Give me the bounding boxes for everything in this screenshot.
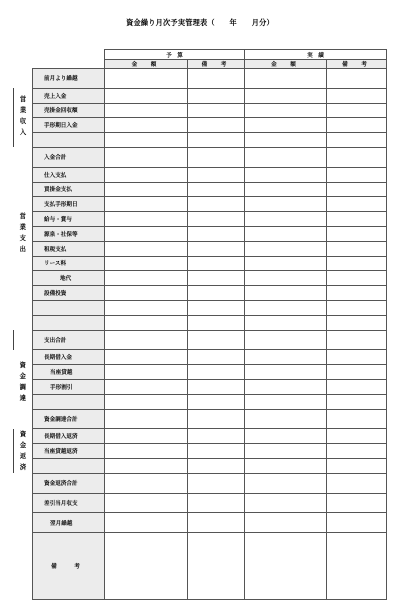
cell[interactable] [327, 88, 387, 103]
cell[interactable] [327, 197, 387, 212]
cell[interactable] [245, 241, 327, 256]
row-label-note-discount: 手形割引 [33, 379, 105, 394]
budget-amount-header: 金 額 [105, 60, 188, 69]
cell[interactable] [105, 182, 188, 197]
cell[interactable] [188, 88, 245, 103]
cell[interactable] [245, 212, 327, 227]
cell[interactable] [105, 197, 188, 212]
cell[interactable] [105, 513, 188, 533]
cell[interactable] [188, 212, 245, 227]
cell[interactable] [188, 147, 245, 167]
row-label-blank [33, 394, 105, 409]
cell[interactable] [327, 513, 387, 533]
cell[interactable] [188, 133, 245, 148]
cell[interactable] [188, 458, 245, 473]
cell[interactable] [105, 256, 188, 271]
cell[interactable] [327, 330, 387, 350]
group-spacer [14, 330, 33, 350]
row-label-overdraft-repayment: 当座貸越返済 [33, 444, 105, 459]
cell[interactable] [188, 444, 245, 459]
cell[interactable] [105, 300, 188, 315]
cash-flow-table [13, 49, 387, 600]
actual-note-header: 備 考 [327, 60, 387, 69]
cell[interactable] [105, 429, 188, 444]
cell[interactable] [245, 350, 327, 365]
actual-header: 実 績 [245, 50, 387, 60]
cell[interactable] [245, 271, 327, 286]
cell[interactable] [105, 493, 188, 513]
cell[interactable] [188, 118, 245, 133]
cell[interactable] [105, 271, 188, 286]
cell[interactable] [188, 286, 245, 301]
cell[interactable] [245, 379, 327, 394]
cell[interactable] [105, 167, 188, 182]
cell[interactable] [105, 133, 188, 148]
cell[interactable] [327, 458, 387, 473]
cell[interactable] [188, 271, 245, 286]
cell[interactable] [188, 330, 245, 350]
group-repayment: 資 金 返 済 [14, 429, 33, 473]
cell[interactable] [327, 300, 387, 315]
cell[interactable] [245, 458, 327, 473]
cell[interactable] [327, 103, 387, 118]
row-label-blank [33, 315, 105, 330]
group-spacer [14, 409, 33, 429]
cell[interactable] [245, 147, 327, 167]
group-financing: 資 金 調 達 [19, 361, 26, 402]
sheet-title: 資金繰り月次予実管理表（ 年 月分） [126, 18, 274, 27]
cell[interactable] [105, 379, 188, 394]
cell[interactable] [245, 330, 327, 350]
cell[interactable] [105, 365, 188, 380]
cell[interactable] [327, 226, 387, 241]
cell[interactable] [245, 118, 327, 133]
remarks-cell[interactable] [245, 533, 327, 600]
row-label-next-carryover: 翌月繰越 [33, 513, 105, 533]
row-label-carryover: 前月より繰越 [33, 69, 105, 89]
cell[interactable] [188, 350, 245, 365]
row-label-sales-receipts: 売上入金 [33, 88, 105, 103]
cell[interactable] [327, 315, 387, 330]
cell[interactable] [188, 409, 245, 429]
cell[interactable] [327, 118, 387, 133]
cell[interactable] [245, 513, 327, 533]
cell[interactable] [327, 256, 387, 271]
group-spacer [14, 69, 33, 89]
cell[interactable] [188, 197, 245, 212]
group-operating-expense: 営 業 支 出 [19, 213, 26, 254]
cell[interactable] [327, 271, 387, 286]
cell[interactable] [105, 241, 188, 256]
cell[interactable] [188, 69, 245, 89]
cell[interactable] [245, 226, 327, 241]
cell[interactable] [188, 513, 245, 533]
row-label-capex: 設備投資 [33, 286, 105, 301]
row-label-overdraft: 当座貸越 [33, 365, 105, 380]
cell[interactable] [327, 167, 387, 182]
row-label-loan-repayment: 長期借入返済 [33, 429, 105, 444]
cell[interactable] [327, 429, 387, 444]
cell[interactable] [188, 167, 245, 182]
corner-blank [14, 50, 105, 69]
row-label-repayment-total: 資金返済合計 [33, 473, 105, 493]
cell[interactable] [188, 256, 245, 271]
cell[interactable] [105, 226, 188, 241]
cell[interactable] [327, 133, 387, 148]
cell[interactable] [188, 379, 245, 394]
cell[interactable] [105, 118, 188, 133]
remarks-cell[interactable] [327, 533, 387, 600]
row-label-note-receipts: 手形期日入金 [33, 118, 105, 133]
cell[interactable] [245, 444, 327, 459]
cell[interactable] [327, 473, 387, 493]
cell[interactable] [245, 365, 327, 380]
cell[interactable] [105, 444, 188, 459]
remarks-cell[interactable] [105, 533, 188, 600]
cell[interactable] [327, 147, 387, 167]
row-label-taxes: 租税支払 [33, 241, 105, 256]
cell[interactable] [188, 300, 245, 315]
cell[interactable] [245, 300, 327, 315]
cell[interactable] [245, 197, 327, 212]
cell[interactable] [245, 69, 327, 89]
cell[interactable] [245, 473, 327, 493]
cell[interactable] [188, 226, 245, 241]
cell[interactable] [105, 473, 188, 493]
group-spacer [14, 147, 33, 167]
cell[interactable] [245, 394, 327, 409]
row-label-blank [33, 458, 105, 473]
cell[interactable] [245, 88, 327, 103]
group-spacer [14, 533, 33, 600]
remarks-cell[interactable] [188, 533, 245, 600]
cell[interactable] [245, 315, 327, 330]
cell[interactable] [105, 330, 188, 350]
group-spacer [14, 493, 33, 513]
cell[interactable] [327, 241, 387, 256]
cell[interactable] [245, 493, 327, 513]
cell[interactable] [188, 429, 245, 444]
cell[interactable] [188, 241, 245, 256]
row-label-income-total: 入金合計 [33, 147, 105, 167]
actual-amount-header: 金 額 [245, 60, 327, 69]
cell[interactable] [188, 473, 245, 493]
cell[interactable] [327, 365, 387, 380]
cell[interactable] [105, 147, 188, 167]
cell[interactable] [105, 350, 188, 365]
cell[interactable] [188, 182, 245, 197]
row-label-purchases: 仕入支払 [33, 167, 105, 182]
cell[interactable] [105, 315, 188, 330]
row-label-lease: リース料 [33, 256, 105, 271]
row-label-financing-total: 資金調達合計 [33, 409, 105, 429]
group-spacer [14, 513, 33, 533]
cell[interactable] [327, 350, 387, 365]
cell[interactable] [188, 493, 245, 513]
cell[interactable] [327, 379, 387, 394]
cell[interactable] [245, 182, 327, 197]
cell[interactable] [245, 256, 327, 271]
row-label-expense-total: 支出合計 [33, 330, 105, 350]
row-label-long-term-loan: 長期借入金 [33, 350, 105, 365]
cell[interactable] [105, 394, 188, 409]
cell[interactable] [245, 133, 327, 148]
cell[interactable] [245, 409, 327, 429]
row-label-payables: 買掛金支払 [33, 182, 105, 197]
cell[interactable] [105, 69, 188, 89]
row-label-blank [33, 300, 105, 315]
cell[interactable] [327, 444, 387, 459]
group-operating-income: 営 業 収 入 [14, 88, 33, 147]
cell[interactable] [327, 394, 387, 409]
cell[interactable] [105, 458, 188, 473]
row-label-withholding: 源泉・社保等 [33, 226, 105, 241]
cell[interactable] [188, 365, 245, 380]
cell[interactable] [105, 103, 188, 118]
cell[interactable] [105, 88, 188, 103]
cell[interactable] [245, 429, 327, 444]
row-label-blank [33, 133, 105, 148]
cell[interactable] [245, 103, 327, 118]
remarks-label: 備 考 [33, 533, 105, 600]
cell[interactable] [105, 212, 188, 227]
budget-note-header: 備 考 [188, 60, 245, 69]
cell[interactable] [188, 103, 245, 118]
cell[interactable] [327, 69, 387, 89]
cell[interactable] [105, 409, 188, 429]
cell[interactable] [327, 182, 387, 197]
row-label-net-balance: 差引当月収支 [33, 493, 105, 513]
row-label-rent: 地代 [33, 271, 105, 286]
budget-header: 予 算 [105, 50, 245, 60]
group-spacer [14, 473, 33, 493]
cell[interactable] [327, 286, 387, 301]
cell[interactable] [245, 286, 327, 301]
cell[interactable] [327, 212, 387, 227]
cell[interactable] [327, 409, 387, 429]
cell[interactable] [105, 286, 188, 301]
row-label-salaries: 給与・賞与 [33, 212, 105, 227]
row-label-notes-payable: 支払手形期日 [33, 197, 105, 212]
cell[interactable] [188, 315, 245, 330]
cell[interactable] [188, 394, 245, 409]
cell[interactable] [245, 167, 327, 182]
cell[interactable] [327, 493, 387, 513]
row-label-receivables: 売掛金回収額 [33, 103, 105, 118]
